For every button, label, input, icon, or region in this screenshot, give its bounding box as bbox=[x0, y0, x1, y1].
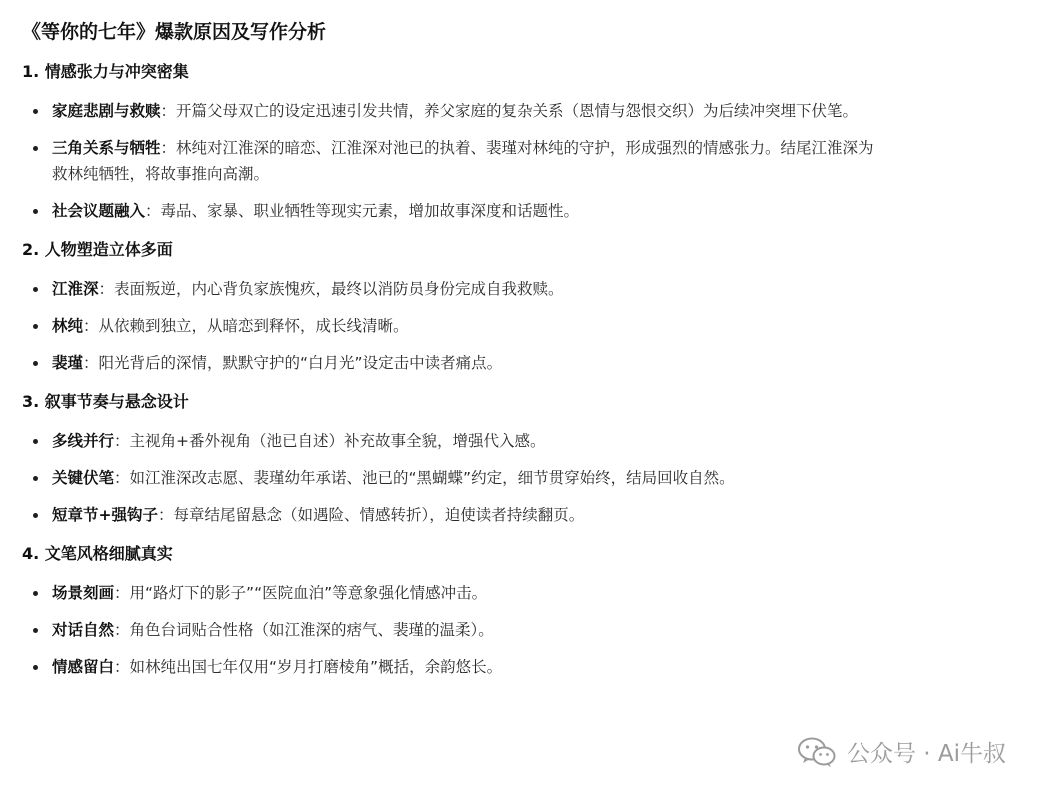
list-item bbox=[22, 350, 882, 376]
list-item bbox=[22, 617, 882, 643]
bullet-list bbox=[22, 580, 882, 680]
bullet-text: ：如林纯出国七年仅用“岁月打磨棱角”概括，余韵悠长。 bbox=[114, 658, 503, 676]
section-2 bbox=[22, 238, 882, 376]
bullet-term: 林纯 bbox=[52, 317, 84, 335]
watermark bbox=[797, 735, 1006, 768]
bullet-list bbox=[22, 428, 882, 528]
bullet-term: 三角关系与牺牲 bbox=[52, 139, 161, 157]
bullet-list bbox=[22, 98, 882, 224]
bullet-term: 江淮深 bbox=[52, 280, 99, 298]
section-1 bbox=[22, 60, 882, 224]
bullet-text: ：用“路灯下的影子”“医院血泊”等意象强化情感冲击。 bbox=[114, 584, 488, 602]
bullet-term: 关键伏笔 bbox=[52, 469, 115, 487]
bullet-text: ：表面叛逆，内心背负家族愧疚，最终以消防员身份完成自我救赎。 bbox=[98, 280, 564, 298]
bullet-text: ：开篇父母双亡的设定迅速引发共情，养父家庭的复杂关系（恩情与怨恨交织）为后续冲突埋下伏笔。 bbox=[160, 102, 859, 120]
bullet-term: 裴瑾 bbox=[52, 354, 84, 372]
bullet-term: 社会议题融入 bbox=[52, 202, 146, 220]
bullet-term: 对话自然 bbox=[52, 621, 115, 639]
bullet-term: 家庭悲剧与救赎 bbox=[52, 102, 161, 120]
page-title: 《等你的七年》爆款原因及写作分析 bbox=[22, 21, 327, 43]
list-item bbox=[22, 428, 882, 454]
section-3 bbox=[22, 390, 882, 528]
list-item bbox=[22, 313, 882, 339]
section-heading: 2. 人物塑造立体多面 bbox=[22, 240, 173, 259]
list-item bbox=[22, 502, 882, 528]
bullet-text: ：主视角+番外视角（池已自述）补充故事全貌，增强代入感。 bbox=[114, 432, 546, 450]
section-4 bbox=[22, 542, 882, 680]
bullet-text: ：每章结尾留悬念（如遇险、情感转折），迫使读者持续翻页。 bbox=[158, 506, 585, 524]
list-item bbox=[22, 135, 882, 187]
bullet-text: ：如江淮深改志愿、裴瑾幼年承诺、池已的“黑蝴蝶”约定，细节贯穿始终，结局回收自然。 bbox=[114, 469, 735, 487]
bullet-term: 多线并行 bbox=[52, 432, 115, 450]
list-item bbox=[22, 580, 882, 606]
section-heading: 1. 情感张力与冲突密集 bbox=[22, 62, 189, 81]
section-heading: 3. 叙事节奏与悬念设计 bbox=[22, 392, 189, 411]
document bbox=[22, 18, 882, 694]
watermark-text: 公众号 · Ai牛叔 bbox=[846, 741, 1006, 767]
list-item bbox=[22, 654, 882, 680]
list-item bbox=[22, 198, 882, 224]
list-item bbox=[22, 465, 882, 491]
bullet-text: ：角色台词贴合性格（如江淮深的痞气、裴瑾的温柔）。 bbox=[114, 621, 494, 639]
bullet-list bbox=[22, 276, 882, 376]
list-item bbox=[22, 98, 882, 124]
bullet-text: ：从依赖到独立，从暗恋到释怀，成长线清晰。 bbox=[83, 317, 409, 335]
wechat-icon bbox=[797, 736, 837, 768]
bullet-term: 情感留白 bbox=[52, 658, 115, 676]
list-item bbox=[22, 276, 882, 302]
section-heading: 4. 文笔风格细腻真实 bbox=[22, 544, 173, 563]
bullet-term: 场景刻画 bbox=[52, 584, 115, 602]
bullet-term: 短章节+强钩子 bbox=[52, 506, 158, 524]
bullet-text: ：毒品、家暴、职业牺牲等现实元素，增加故事深度和话题性。 bbox=[145, 202, 580, 220]
bullet-text: ：林纯对江淮深的暗恋、江淮深对池已的执着、裴瑾对林纯的守护，形成强烈的情感张力。结尾江淮深为救林纯牺牲，将故事推向高潮。 bbox=[52, 139, 874, 183]
bullet-text: ：阳光背后的深情，默默守护的“白月光”设定击中读者痛点。 bbox=[83, 354, 503, 372]
